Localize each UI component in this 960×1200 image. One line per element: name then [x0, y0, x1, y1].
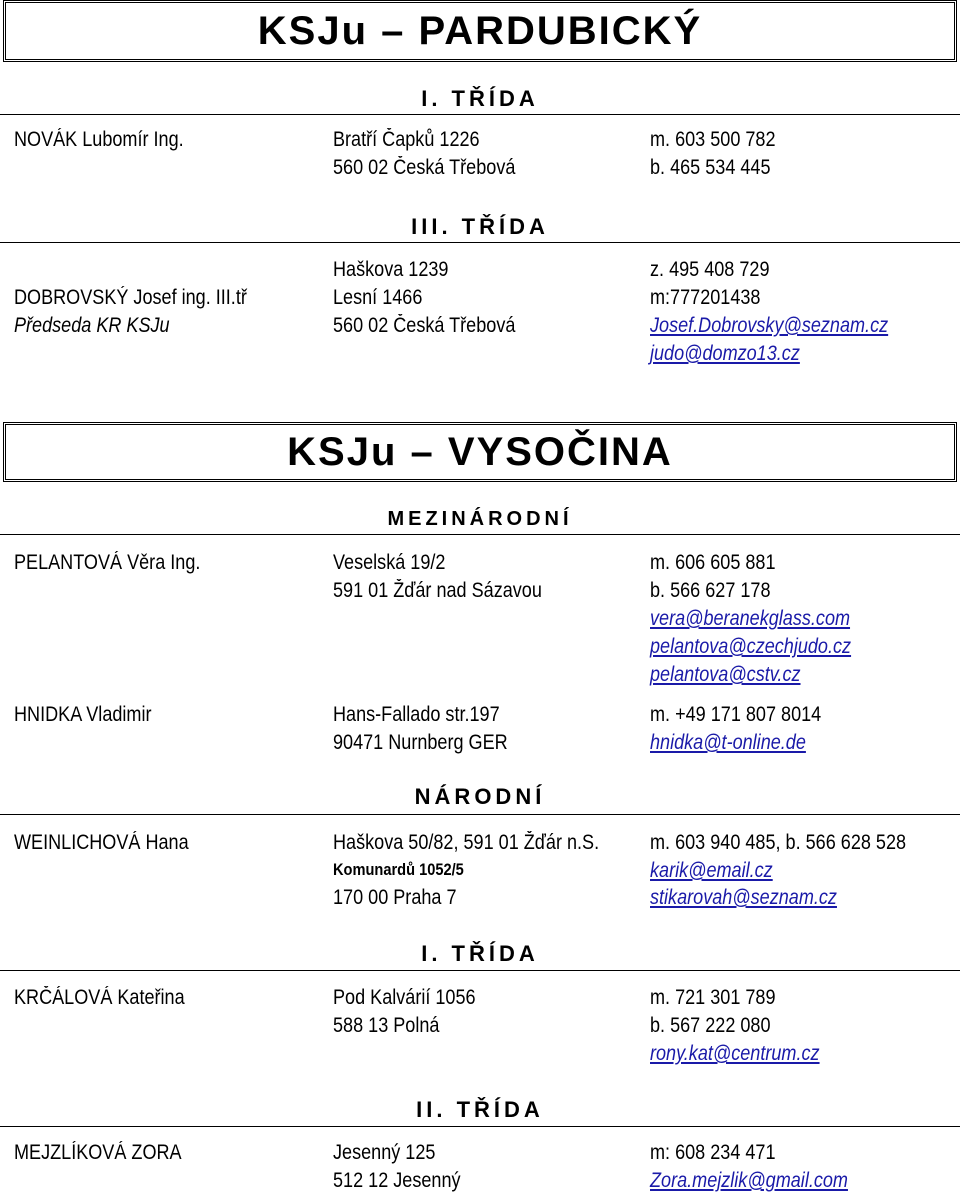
hnidka-address-2: 90471 Nurnberg GER — [333, 731, 508, 754]
weinlichova-address-3: 170 00 Praha 7 — [333, 886, 457, 909]
kralova-address-1: Pod Kalvárií 1056 — [333, 986, 476, 1009]
hnidka-address-1: Hans-Fallado str.197 — [333, 703, 500, 726]
dobrovsky-mobile: m:777201438 — [650, 286, 761, 309]
divider — [0, 814, 960, 815]
dobrovsky-email-link[interactable]: judo@domzo13.cz — [650, 342, 800, 365]
divider — [0, 534, 960, 535]
dobrovsky-phone: z. 495 408 729 — [650, 258, 770, 281]
vysocina-section-1: I. TŘÍDA — [421, 941, 539, 966]
pelantova-address-2: 591 01 Žďár nad Sázavou — [333, 579, 542, 602]
weinlichova-email-link[interactable]: karik@email.cz — [650, 859, 773, 882]
vysocina-title: KSJu – VYSOČINA — [287, 430, 673, 474]
divider — [0, 1126, 960, 1127]
weinlichova-address-2: Komunardů 1052/5 — [333, 860, 464, 879]
dobrovsky-name: DOBROVSKÝ Josef ing. III.tř — [14, 286, 247, 309]
pelantova-address-1: Veselská 19/2 — [333, 551, 446, 574]
weinlichova-email-link[interactable]: stikarovah@seznam.cz — [650, 886, 837, 909]
pardubicky-section-1: I. TŘÍDA — [421, 86, 539, 111]
mejzlikova-address-1: Jesenný 125 — [333, 1141, 436, 1164]
pelantova-email-link[interactable]: pelantova@cstv.cz — [650, 663, 801, 686]
mejzlikova-name: MEJZLÍKOVÁ ZORA — [14, 1141, 182, 1164]
dobrovsky-address-3: 560 02 Česká Třebová — [333, 314, 516, 337]
pelantova-email-link[interactable]: vera@beranekglass.com — [650, 607, 851, 630]
vysocina-section-national: NÁRODNÍ — [414, 784, 546, 809]
divider — [0, 114, 960, 115]
pelantova-email-link[interactable]: pelantova@czechjudo.cz — [650, 635, 852, 658]
pardubicky-header-box — [3, 0, 957, 62]
weinlichova-name: WEINLICHOVÁ Hana — [14, 831, 189, 854]
vysocina-section-international: MEZINÁRODNÍ — [387, 508, 573, 530]
dobrovsky-address-2: Lesní 1466 — [333, 286, 423, 309]
hnidka-email-link[interactable]: hnidka@t-online.de — [650, 731, 806, 754]
divider — [0, 242, 960, 243]
vysocina-header-box — [3, 422, 957, 482]
pardubicky-section-3: III. TŘÍDA — [411, 214, 549, 239]
kralova-email-link[interactable]: rony.kat@centrum.cz — [650, 1042, 820, 1065]
weinlichova-address-1: Haškova 50/82, 591 01 Žďár n.S. — [333, 831, 600, 854]
dobrovsky-address-1: Haškova 1239 — [333, 258, 449, 281]
dobrovsky-role: Předseda KR KSJu — [14, 314, 170, 337]
novak-name: NOVÁK Lubomír Ing. — [14, 128, 184, 151]
vysocina-section-2: II. TŘÍDA — [416, 1097, 544, 1122]
pelantova-phone: b. 566 627 178 — [650, 579, 771, 602]
weinlichova-phones: m. 603 940 485, b. 566 628 528 — [650, 831, 907, 854]
hnidka-mobile: m. +49 171 807 8014 — [650, 703, 822, 726]
hnidka-name: HNIDKA Vladimir — [14, 703, 152, 726]
mejzlikova-email-link[interactable]: Zora.mejzlik@gmail.com — [650, 1169, 848, 1192]
dobrovsky-email-link[interactable]: Josef.Dobrovsky@seznam.cz — [650, 314, 889, 337]
kralova-mobile: m. 721 301 789 — [650, 986, 776, 1009]
novak-address-1: Bratří Čapků 1226 — [333, 128, 480, 151]
kralova-name: KRČÁLOVÁ Kateřina — [14, 986, 185, 1009]
mejzlikova-address-2: 512 12 Jesenný — [333, 1169, 461, 1192]
pardubicky-title: KSJu – PARDUBICKÝ — [257, 9, 703, 53]
novak-mobile: m. 603 500 782 — [650, 128, 776, 151]
novak-phone: b. 465 534 445 — [650, 156, 771, 179]
pelantova-mobile: m. 606 605 881 — [650, 551, 776, 574]
mejzlikova-mobile: m: 608 234 471 — [650, 1141, 776, 1164]
novak-address-2: 560 02 Česká Třebová — [333, 156, 516, 179]
pelantova-name: PELANTOVÁ Věra Ing. — [14, 551, 201, 574]
kralova-phone: b. 567 222 080 — [650, 1014, 771, 1037]
divider — [0, 970, 960, 971]
kralova-address-2: 588 13 Polná — [333, 1014, 440, 1037]
